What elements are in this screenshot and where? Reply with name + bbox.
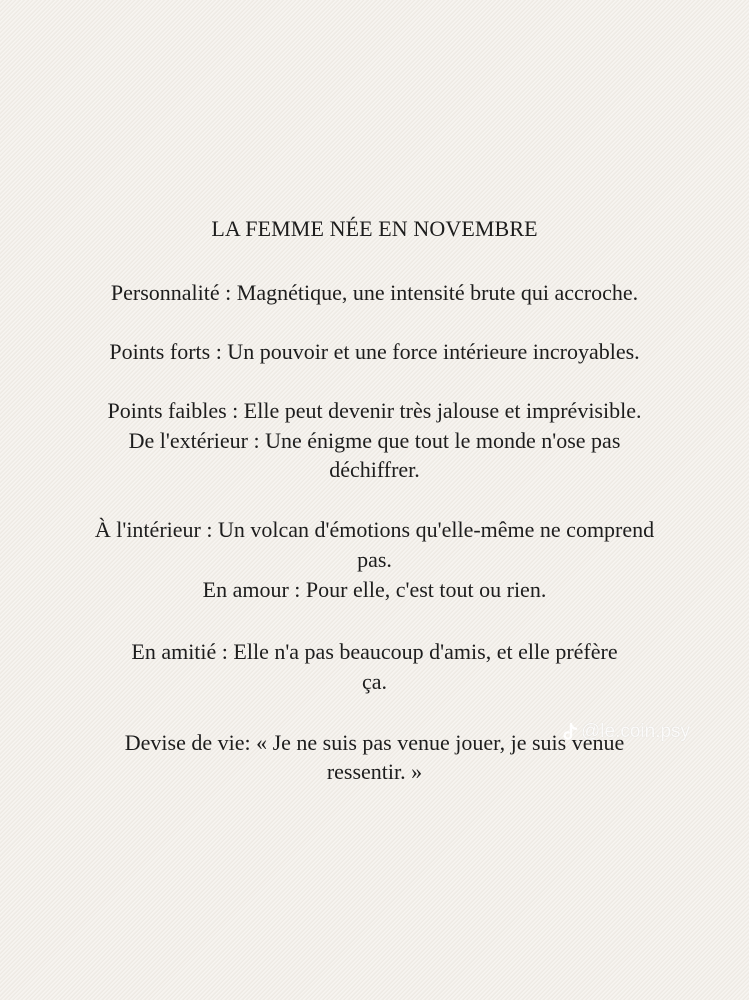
tiktok-logo-icon — [562, 722, 578, 742]
text-amitie-line2: ça. — [361, 669, 388, 694]
text-interieur-line1: À l'intérieur : Un volcan d'émotions qu'elle-même ne comprend — [94, 517, 655, 542]
text-devise-line1: Devise de vie: « Je ne suis pas venue jouer, je suis venue — [124, 730, 625, 755]
text-points-forts: Points forts : Un pouvoir et une force intérieure incroyables. — [109, 339, 640, 364]
text-exterieur-line1: De l'extérieur : Une énigme que tout le monde n'ose pas — [128, 428, 621, 453]
text-exterieur-line2: déchiffrer. — [329, 457, 420, 482]
text-personnalite: Personnalité : Magnétique, une intensité brute qui accroche. — [110, 280, 639, 305]
watermark-handle: @le.coin.psy — [581, 721, 691, 742]
page-title: LA FEMME NÉE EN NOVEMBRE — [211, 216, 538, 241]
text-interieur-line2: pas. — [357, 547, 392, 572]
text-devise-line2: ressentir. » — [326, 759, 423, 784]
watermark — [562, 719, 690, 745]
text-amitie-line1: En amitié : Elle n'a pas beaucoup d'amis, et elle préfère — [131, 639, 618, 664]
text-amour: En amour : Pour elle, c'est tout ou rien. — [202, 577, 547, 602]
text-points-faibles: Points faibles : Elle peut devenir très jalouse et imprévisible. — [107, 398, 642, 423]
